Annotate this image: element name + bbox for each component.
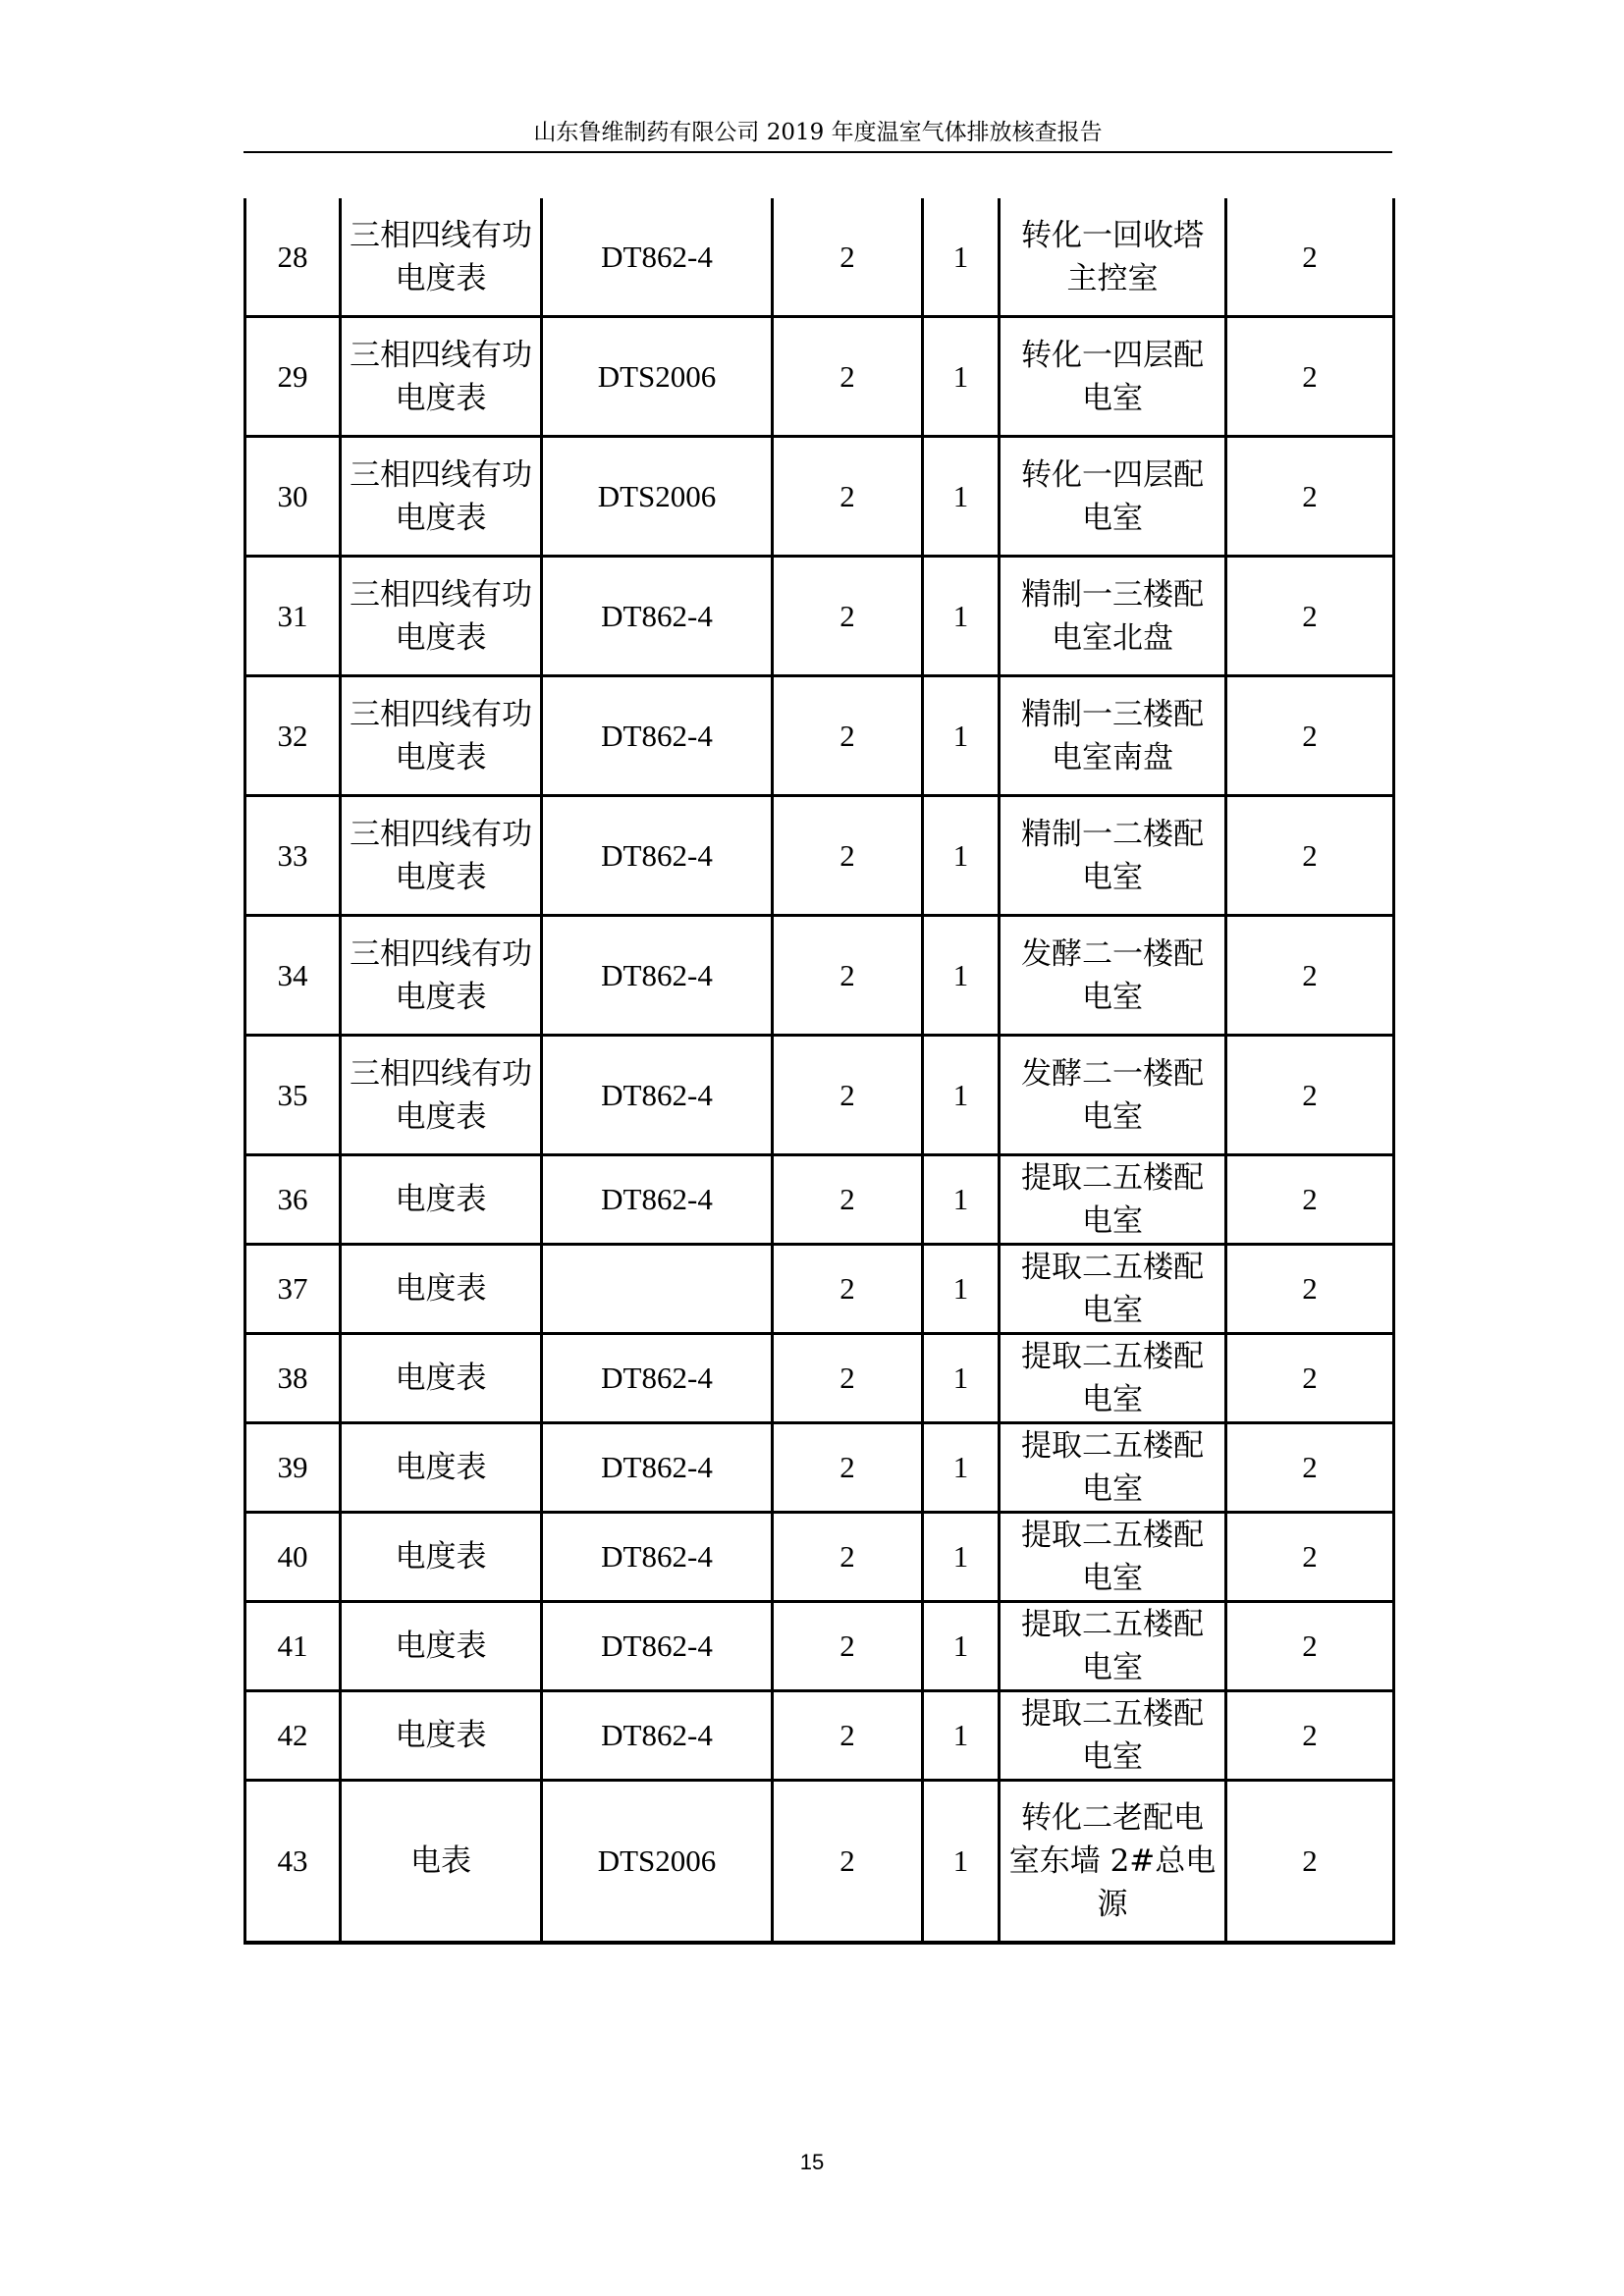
cell-col5: 1 xyxy=(923,437,1000,557)
cell-location: 精制一二楼配电室 xyxy=(1000,796,1226,916)
cell-model xyxy=(542,1245,773,1334)
cell-serial-no: 31 xyxy=(245,557,341,676)
cell-col4: 2 xyxy=(773,317,923,437)
cell-model: DT862-4 xyxy=(542,1423,773,1513)
cell-col4: 2 xyxy=(773,198,923,317)
cell-model: DTS2006 xyxy=(542,437,773,557)
cell-location: 提取二五楼配电室 xyxy=(1000,1423,1226,1513)
cell-model: DT862-4 xyxy=(542,1155,773,1245)
cell-serial-no: 28 xyxy=(245,198,341,317)
cell-col4: 2 xyxy=(773,916,923,1036)
cell-serial-no: 40 xyxy=(245,1513,341,1602)
cell-location: 精制一三楼配电室南盘 xyxy=(1000,676,1226,796)
cell-col5: 1 xyxy=(923,676,1000,796)
cell-model: DT862-4 xyxy=(542,796,773,916)
table-row xyxy=(245,916,1394,1036)
table-row xyxy=(245,796,1394,916)
cell-instrument-name: 电度表 xyxy=(341,1334,542,1423)
table-row xyxy=(245,1602,1394,1691)
cell-serial-no: 34 xyxy=(245,916,341,1036)
cell-serial-no: 43 xyxy=(245,1781,341,1944)
cell-instrument-name: 电度表 xyxy=(341,1602,542,1691)
cell-col4: 2 xyxy=(773,1691,923,1781)
cell-col5: 1 xyxy=(923,1245,1000,1334)
cell-instrument-name: 三相四线有功电度表 xyxy=(341,437,542,557)
table-row xyxy=(245,1781,1394,1944)
cell-model: DT862-4 xyxy=(542,557,773,676)
cell-model: DT862-4 xyxy=(542,1334,773,1423)
cell-serial-no: 35 xyxy=(245,1036,341,1155)
cell-model: DTS2006 xyxy=(542,317,773,437)
cell-instrument-name: 电表 xyxy=(341,1781,542,1944)
cell-col5: 1 xyxy=(923,1423,1000,1513)
cell-col4: 2 xyxy=(773,1602,923,1691)
cell-location: 转化一四层配电室 xyxy=(1000,437,1226,557)
cell-serial-no: 37 xyxy=(245,1245,341,1334)
cell-col5: 1 xyxy=(923,1513,1000,1602)
cell-location: 提取二五楼配电室 xyxy=(1000,1513,1226,1602)
cell-serial-no: 42 xyxy=(245,1691,341,1781)
cell-serial-no: 29 xyxy=(245,317,341,437)
cell-serial-no: 32 xyxy=(245,676,341,796)
page-header-title: 山东鲁维制药有限公司 2019 年度温室气体排放核查报告 xyxy=(533,120,1103,145)
cell-model: DT862-4 xyxy=(542,1691,773,1781)
cell-instrument-name: 电度表 xyxy=(341,1245,542,1334)
table-row xyxy=(245,1334,1394,1423)
table-row xyxy=(245,557,1394,676)
meter-table xyxy=(244,198,1395,1945)
cell-location: 转化二老配电室东墙 2#总电源 xyxy=(1000,1781,1226,1944)
table-row xyxy=(245,1245,1394,1334)
cell-col5: 1 xyxy=(923,1691,1000,1781)
cell-col4: 2 xyxy=(773,1513,923,1602)
table-row xyxy=(245,1691,1394,1781)
cell-instrument-name: 电度表 xyxy=(341,1691,542,1781)
page-number: 15 xyxy=(799,2150,825,2174)
cell-col7: 2 xyxy=(1226,676,1394,796)
cell-model: DT862-4 xyxy=(542,1602,773,1691)
cell-col7: 2 xyxy=(1226,557,1394,676)
cell-col4: 2 xyxy=(773,676,923,796)
cell-col4: 2 xyxy=(773,1334,923,1423)
cell-model: DT862-4 xyxy=(542,198,773,317)
cell-col7: 2 xyxy=(1226,198,1394,317)
cell-col7: 2 xyxy=(1226,1602,1394,1691)
cell-col7: 2 xyxy=(1226,1036,1394,1155)
cell-instrument-name: 三相四线有功电度表 xyxy=(341,317,542,437)
cell-location: 发酵二一楼配电室 xyxy=(1000,916,1226,1036)
cell-instrument-name: 三相四线有功电度表 xyxy=(341,796,542,916)
cell-serial-no: 41 xyxy=(245,1602,341,1691)
cell-instrument-name: 三相四线有功电度表 xyxy=(341,1036,542,1155)
cell-serial-no: 30 xyxy=(245,437,341,557)
cell-serial-no: 36 xyxy=(245,1155,341,1245)
cell-col5: 1 xyxy=(923,1781,1000,1944)
cell-col4: 2 xyxy=(773,557,923,676)
cell-col5: 1 xyxy=(923,1036,1000,1155)
cell-col5: 1 xyxy=(923,557,1000,676)
cell-col4: 2 xyxy=(773,796,923,916)
cell-location: 提取二五楼配电室 xyxy=(1000,1155,1226,1245)
cell-col5: 1 xyxy=(923,1334,1000,1423)
cell-model: DT862-4 xyxy=(542,1036,773,1155)
cell-serial-no: 38 xyxy=(245,1334,341,1423)
table-row xyxy=(245,1036,1394,1155)
cell-col7: 2 xyxy=(1226,1781,1394,1944)
cell-instrument-name: 三相四线有功电度表 xyxy=(341,676,542,796)
cell-instrument-name: 电度表 xyxy=(341,1513,542,1602)
cell-col4: 2 xyxy=(773,1781,923,1944)
cell-col5: 1 xyxy=(923,796,1000,916)
cell-col7: 2 xyxy=(1226,317,1394,437)
cell-model: DTS2006 xyxy=(542,1781,773,1944)
cell-col7: 2 xyxy=(1226,1155,1394,1245)
cell-col7: 2 xyxy=(1226,1245,1394,1334)
cell-location: 提取二五楼配电室 xyxy=(1000,1691,1226,1781)
table-row xyxy=(245,676,1394,796)
cell-col4: 2 xyxy=(773,1423,923,1513)
cell-col7: 2 xyxy=(1226,437,1394,557)
cell-col7: 2 xyxy=(1226,1513,1394,1602)
table-row xyxy=(245,1155,1394,1245)
cell-location: 精制一三楼配电室北盘 xyxy=(1000,557,1226,676)
cell-col5: 1 xyxy=(923,198,1000,317)
meter-table-container xyxy=(244,198,1392,1945)
cell-location: 提取二五楼配电室 xyxy=(1000,1334,1226,1423)
cell-col7: 2 xyxy=(1226,796,1394,916)
cell-serial-no: 33 xyxy=(245,796,341,916)
cell-location: 转化一四层配电室 xyxy=(1000,317,1226,437)
cell-instrument-name: 电度表 xyxy=(341,1155,542,1245)
cell-instrument-name: 电度表 xyxy=(341,1423,542,1513)
cell-location: 发酵二一楼配电室 xyxy=(1000,1036,1226,1155)
cell-model: DT862-4 xyxy=(542,1513,773,1602)
cell-col4: 2 xyxy=(773,437,923,557)
cell-col5: 1 xyxy=(923,1602,1000,1691)
cell-col7: 2 xyxy=(1226,1691,1394,1781)
cell-instrument-name: 三相四线有功电度表 xyxy=(341,198,542,317)
cell-col5: 1 xyxy=(923,1155,1000,1245)
cell-col7: 2 xyxy=(1226,916,1394,1036)
cell-col5: 1 xyxy=(923,317,1000,437)
cell-model: DT862-4 xyxy=(542,916,773,1036)
cell-serial-no: 39 xyxy=(245,1423,341,1513)
cell-instrument-name: 三相四线有功电度表 xyxy=(341,557,542,676)
cell-col4: 2 xyxy=(773,1036,923,1155)
cell-col7: 2 xyxy=(1226,1423,1394,1513)
cell-instrument-name: 三相四线有功电度表 xyxy=(341,916,542,1036)
table-row xyxy=(245,198,1394,317)
table-row xyxy=(245,1423,1394,1513)
cell-model: DT862-4 xyxy=(542,676,773,796)
cell-location: 提取二五楼配电室 xyxy=(1000,1245,1226,1334)
cell-location: 转化一回收塔主控室 xyxy=(1000,198,1226,317)
header-divider xyxy=(244,151,1392,153)
table-row xyxy=(245,437,1394,557)
cell-col4: 2 xyxy=(773,1245,923,1334)
table-row xyxy=(245,1513,1394,1602)
cell-col4: 2 xyxy=(773,1155,923,1245)
cell-location: 提取二五楼配电室 xyxy=(1000,1602,1226,1691)
table-row xyxy=(245,317,1394,437)
cell-col5: 1 xyxy=(923,916,1000,1036)
cell-col7: 2 xyxy=(1226,1334,1394,1423)
